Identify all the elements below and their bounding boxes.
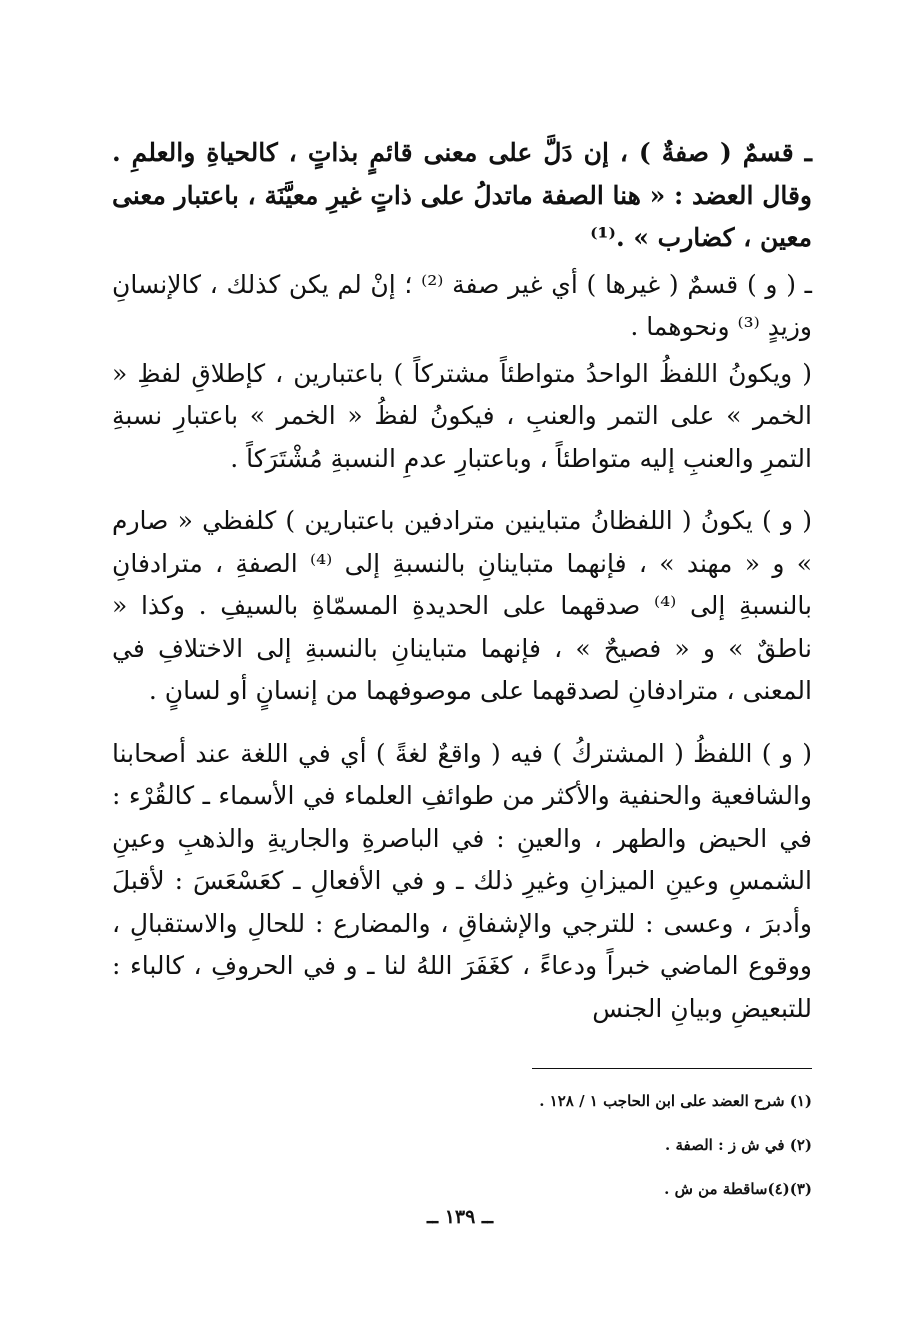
footnotes: [112, 1090, 812, 1222]
paragraph-ghayr-sifa: ـ ( و ) قسمٌ ( غيرها ) أي غير صفة ⁽²⁾ ؛ إنْ لم يكن كذلك ، كالإنسانِ وزيدٍ ⁽³⁾ ونحوهما .: [112, 269, 812, 341]
footnote-divider: [532, 1068, 812, 1069]
paragraph-mutawati-mushtarak: ( ويكونُ اللفظُ الواحدُ متواطئاً مشتركاً ) باعتبارين ، كإطلاقِ لفظِ « الخمر » على التمر والعنبِ ، فيكونُ لفظُ « الخمر » باعتبارِ نسبةِ التمرِ والعنبِ إليه متواطئاً ، وباعتبارِ عدمِ النسبةِ مُشْتَرَكاً .: [112, 358, 812, 473]
paragraph-mushtarak-wuqu: ( و ) اللفظُ ( المشتركُ ) فيه ( واقعٌ لغةً ) أي في اللغة عند أصحابنا والشافعية والحنفية والأكثر من طوائفِ العلماء في الأسماء ـ كالقُرْء : في الحيض والطهر ، والعينِ : في الباصرةِ والجاريةِ والذهبِ وعينِ الشمسِ وعينِ الميزانِ وغيرِ ذلك ـ و في الأفعالِ ـ كعَسْعَسَ : لأقبلَ وأدبرَ ، وعسى : للترجي والإشفاقِ ، والمضارع : للحالِ والاستقبالِ ، ووقوع الماضي خبراً ودعاءً ، كغَفَرَ اللهُ لنا ـ و في الحروفِ ، كالباء : للتبعيضِ وبيانِ الجنس: [112, 738, 812, 1023]
paragraph-mutabayin-mutaradif: ( و ) يكونُ ( اللفظانُ متباينين مترادفين باعتبارين ) كلفظي « صارم » و « مهند » ، فإنهما متباينانِ بالنسبةِ إلى ⁽⁴⁾ الصفةِ ، مترادفانِ بالنسبةِ إلى ⁽⁴⁾ صدقهما على الحديدةِ المسمّاةِ بالسيفِ . وكذا « ناطقٌ » و « فصيحٌ » ، فإنهما متباينانِ بالنسبةِ إلى الاختلافِ في المعنى ، مترادفانِ لصدقهما على موصوفهما من إنسانٍ أو لسانٍ .: [112, 506, 813, 705]
main-text: [112, 132, 812, 1050]
paragraph-sifa: ـ قسمٌ ( صفةٌ ) ، إن دَلَّ على معنى قائمٍ بذاتٍ ، كالحياةِ والعلمِ . وقال العضد : « هنا الصفة ماتدلُ على ذاتٍ غيرِ معيَّنَة ، باعتبار معنى معين ، كضارب » .⁽¹⁾: [112, 138, 812, 252]
footnote-2: (٢) في ش ز : الصفة .: [665, 1136, 812, 1154]
footnote-3-4: (٣)(٤)ساقطة من ش .: [664, 1180, 812, 1198]
page-number: ــ ١٣٩ ــ: [426, 1206, 494, 1228]
footnote-1: (١) شرح العضد على ابن الحاجب ١ / ١٢٨ .: [539, 1092, 812, 1110]
